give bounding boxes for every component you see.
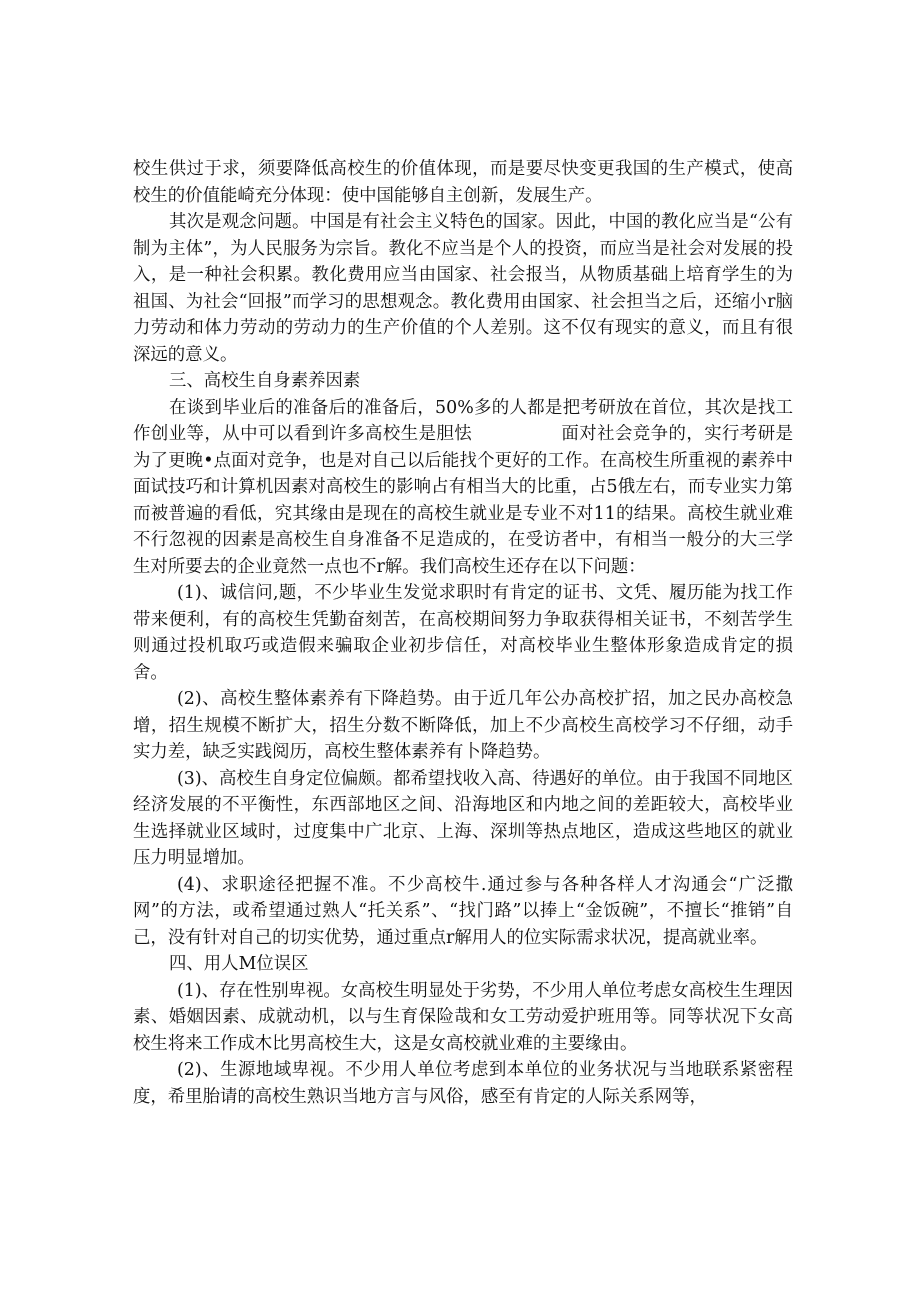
paragraph-4: 在谈到毕业后的准备后的准备后，50%多的人都是把考研放在首位，其次是找工作创业等，从中可以看到许多高校生是胆怯 面对社会竞争的，实行考研是为了更晚•点面对竞争，也是对自己以后能找个更好的工作。在高校生所重视的素养中面试技巧和计算机因素对高校生的影响占有相当大的比重，占5俄左右，而专业实力第而被普遍的看低，究其缘由是现在的高校生就业是专业不对11的结果。高校生就业难不行忽视的因素是高校生自身准备不足造成的，在受访者中，有相当一般分的大三学生对所要去的企业竟然一点也不r解。我们高校生还存在以下问题： — [133, 397, 793, 577]
paragraph-6: (2)、高校生整体素养有下降趋势。由于近几年公办高校扩招，加之民办高校急增，招生规模不断扩大，招生分数不断降低，加上不少高校生高校学习不仔细，动手实力差，缺乏实践阅历，高校生整体素养有卜降趋势。 — [133, 689, 793, 762]
document-page — [133, 156, 793, 1110]
paragraph-1: 校生供过于求，须要降低高校生的价值体现，而是要尽快变更我国的生产模式，使高校生的价值能崎充分体现：使中国能够自主创新，发展生产。 — [133, 159, 793, 206]
section-heading-4: 四、用人M位误区 — [169, 954, 309, 974]
paragraph-7: (3)、高校生自身定位偏颇。都希望找收入高、待遇好的单位。由于我国不同地区经济发展的不平衡性，东西部地区之间、沿海地区和内地之间的差距较大，高校毕业生选择就业区域时，过度集中广北京、上海、深圳等热点地区，造成这些地区的就业压力明显增加。 — [133, 768, 793, 868]
paragraph-5: (1)、诚信问,题，不少毕业生发觉求职时有肯定的证书、文凭、履历能为找工作带来便利，有的高校生凭勤奋刻苦，在高校期间努力争取获得相关证书，不刻苦学生则通过投机取巧或造假来骗取企业初步信任，对高校毕业生整体形象造成肯定的损舍。 — [133, 583, 793, 683]
paragraph-8: (4)、求职途径把握不准。不少高校牛.通过参与各种各样人才沟通会“广泛撒网”的方法，或希望通过熟人“托关系”、“找门路”以捧上“金饭碗”，不擅长“推销”自己，没有针对自己的切实优势，通过重点r解用人的位实际需求状况，提高就业率。 — [133, 874, 793, 948]
paragraph-11: (2)、生源地域卑视。不少用人单位考虑到本单位的业务状况与当地联系紧密程度，希里胎请的高校生熟识当地方言与风俗，感至有肯定的人际关系网等， — [133, 1060, 793, 1107]
section-heading-3: 三、高校生自身素养因素 — [169, 371, 361, 391]
paragraph-10: (1)、存在性别卑视。女高校生明显处于劣势，不少用人单位考虑女高校生生理因素、婚姻因素、成就动机，以与生育保险哉和女工劳动爱护班用等。同等状况下女高校生将来工作成木比男高校生大，这是女高校就业难的主要缘由。 — [133, 980, 793, 1054]
paragraph-2: 其次是观念问题。中国是有社会主义特色的国家。因此，中国的教化应当是“公有制为主体”，为人民服务为宗旨。教化不应当是个人的投资，而应当是社会对发展的投入，是一种社会积累。教化费用应当由国家、社会报当，从物质基础上培育学生的为祖国、为社会“回报”而学习的思想观念。教化费用由国家、社会担当之后，还缩小r脑力劳动和体力劳动的劳动力的生产价值的个人差别。这不仅有现实的意义，而且有很深远的意义。 — [133, 212, 793, 365]
